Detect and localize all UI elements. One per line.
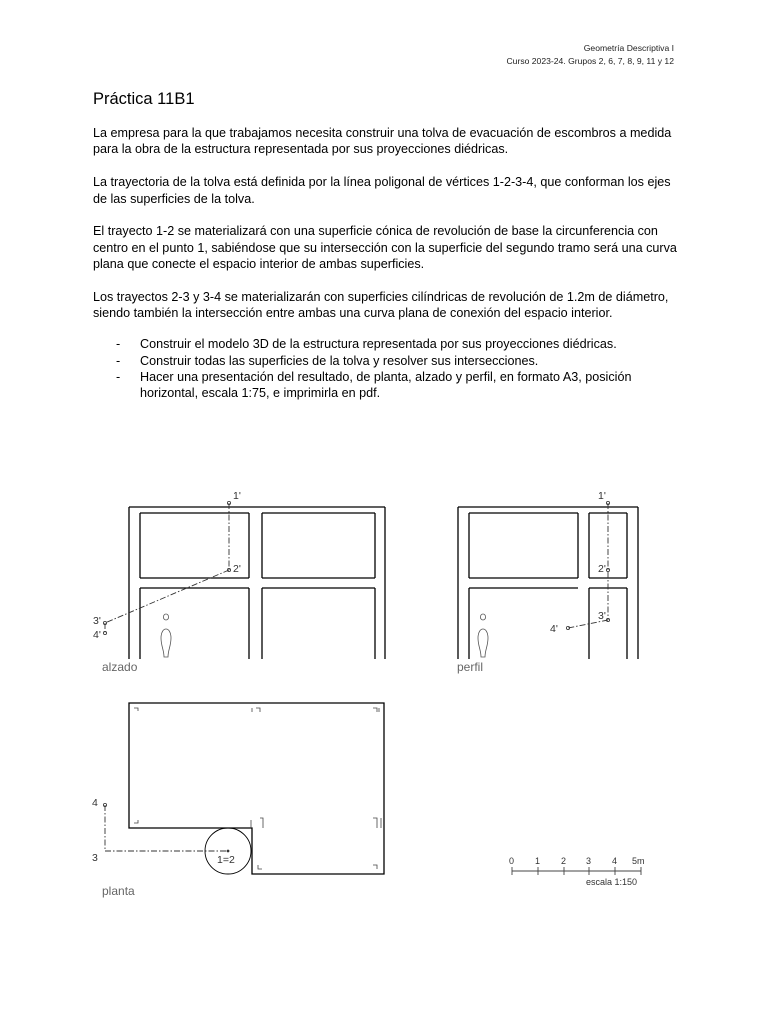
paragraph-intro: La empresa para la que trabajamos necesita construir una tolva de evacuación de escombros a medida para la obra de la estructura representada por sus proyecciones diédricas.: [93, 126, 672, 157]
perfil-label-4: 4': [550, 623, 558, 635]
alzado-top-slab: [129, 507, 385, 513]
alzado-chute-path: [105, 503, 229, 633]
scale-tick-5m: 5m: [632, 856, 645, 866]
scale-bar: [512, 867, 641, 875]
course-name: Geometría Descriptiva I: [583, 43, 674, 53]
perfil-label-2: 2': [598, 563, 606, 575]
perfil-caption: perfil: [457, 660, 484, 674]
alzado-label-1: 1': [233, 490, 241, 502]
planta-view: [103, 703, 384, 874]
perfil-human-figure-icon: [478, 614, 488, 657]
scale-tick-4: 4: [612, 856, 618, 866]
alzado-human-figure-icon: [161, 614, 171, 657]
perfil-top-slab: [458, 507, 638, 513]
perfil-label-3: 3': [598, 610, 606, 622]
scale-tick-2: 2: [561, 856, 567, 866]
alzado-columns: [129, 507, 385, 659]
paragraph-trajectory: La trayectoria de la tolva está definida por la línea poligonal de vértices 1-2-3-4, que conforman los ejes de las superficies de la tolva.: [93, 175, 671, 206]
task-text: Construir el modelo 3D de la estructura representada por sus proyecciones diédricas.: [140, 337, 617, 352]
paragraph-cylindrical-segments: Los trayectos 2-3 y 3-4 se materializarán con superficies cilíndricas de revolución de 1.2m de diámetro, siendo también la intersección entre ambas una curva plana de conexión del espacio interior.: [93, 290, 669, 321]
planta-column-marks: [134, 708, 381, 869]
scale-caption: escala 1:150: [586, 877, 638, 887]
planta-label-3: 3: [92, 852, 98, 864]
course-year-groups: Curso 2023-24. Grupos 2, 6, 7, 8, 9, 11 y 12: [506, 56, 674, 66]
bullet-marker: -: [116, 370, 121, 385]
task-text: Construir todas las superficies de la tolva y resolver sus intersecciones.: [140, 353, 539, 368]
alzado-label-4: 4': [93, 629, 101, 641]
perfil-label-1: 1': [598, 490, 606, 502]
planta-label-4: 4: [92, 797, 98, 809]
perfil-middle-slab: [469, 578, 627, 588]
bullet-marker: -: [116, 337, 121, 352]
alzado-label-2: 2': [233, 563, 241, 575]
perfil-columns: [458, 507, 638, 659]
planta-label-1-2: 1=2: [217, 854, 235, 866]
perfil-view: [458, 501, 638, 659]
page-title: Práctica 11B1: [93, 90, 195, 108]
alzado-view: [103, 501, 385, 659]
alzado-caption: alzado: [102, 660, 138, 674]
scale-tick-1: 1: [535, 856, 541, 866]
planta-caption: planta: [102, 884, 135, 898]
scale-tick-3: 3: [586, 856, 592, 866]
alzado-label-3: 3': [93, 615, 101, 627]
paragraph-conical-segment: El trayecto 1-2 se materializará con una superficie cónica de revolución de base la circunferencia con centro en el punto 1, sabiéndose que su intersección con la superficie del segundo tramo será una curva plana que conecte el espacio interior de ambas superficies.: [93, 224, 677, 272]
planta-outline: [129, 703, 384, 874]
task-text: Hacer una presentación del resultado, de planta, alzado y perfil, en formato A3, posición horizontal, escala 1:75, e imprimirla en pdf.: [140, 370, 632, 401]
bullet-marker: -: [116, 353, 121, 368]
alzado-middle-slab: [140, 578, 375, 588]
planta-point-12: [227, 850, 230, 853]
scale-tick-0: 0: [509, 856, 515, 866]
